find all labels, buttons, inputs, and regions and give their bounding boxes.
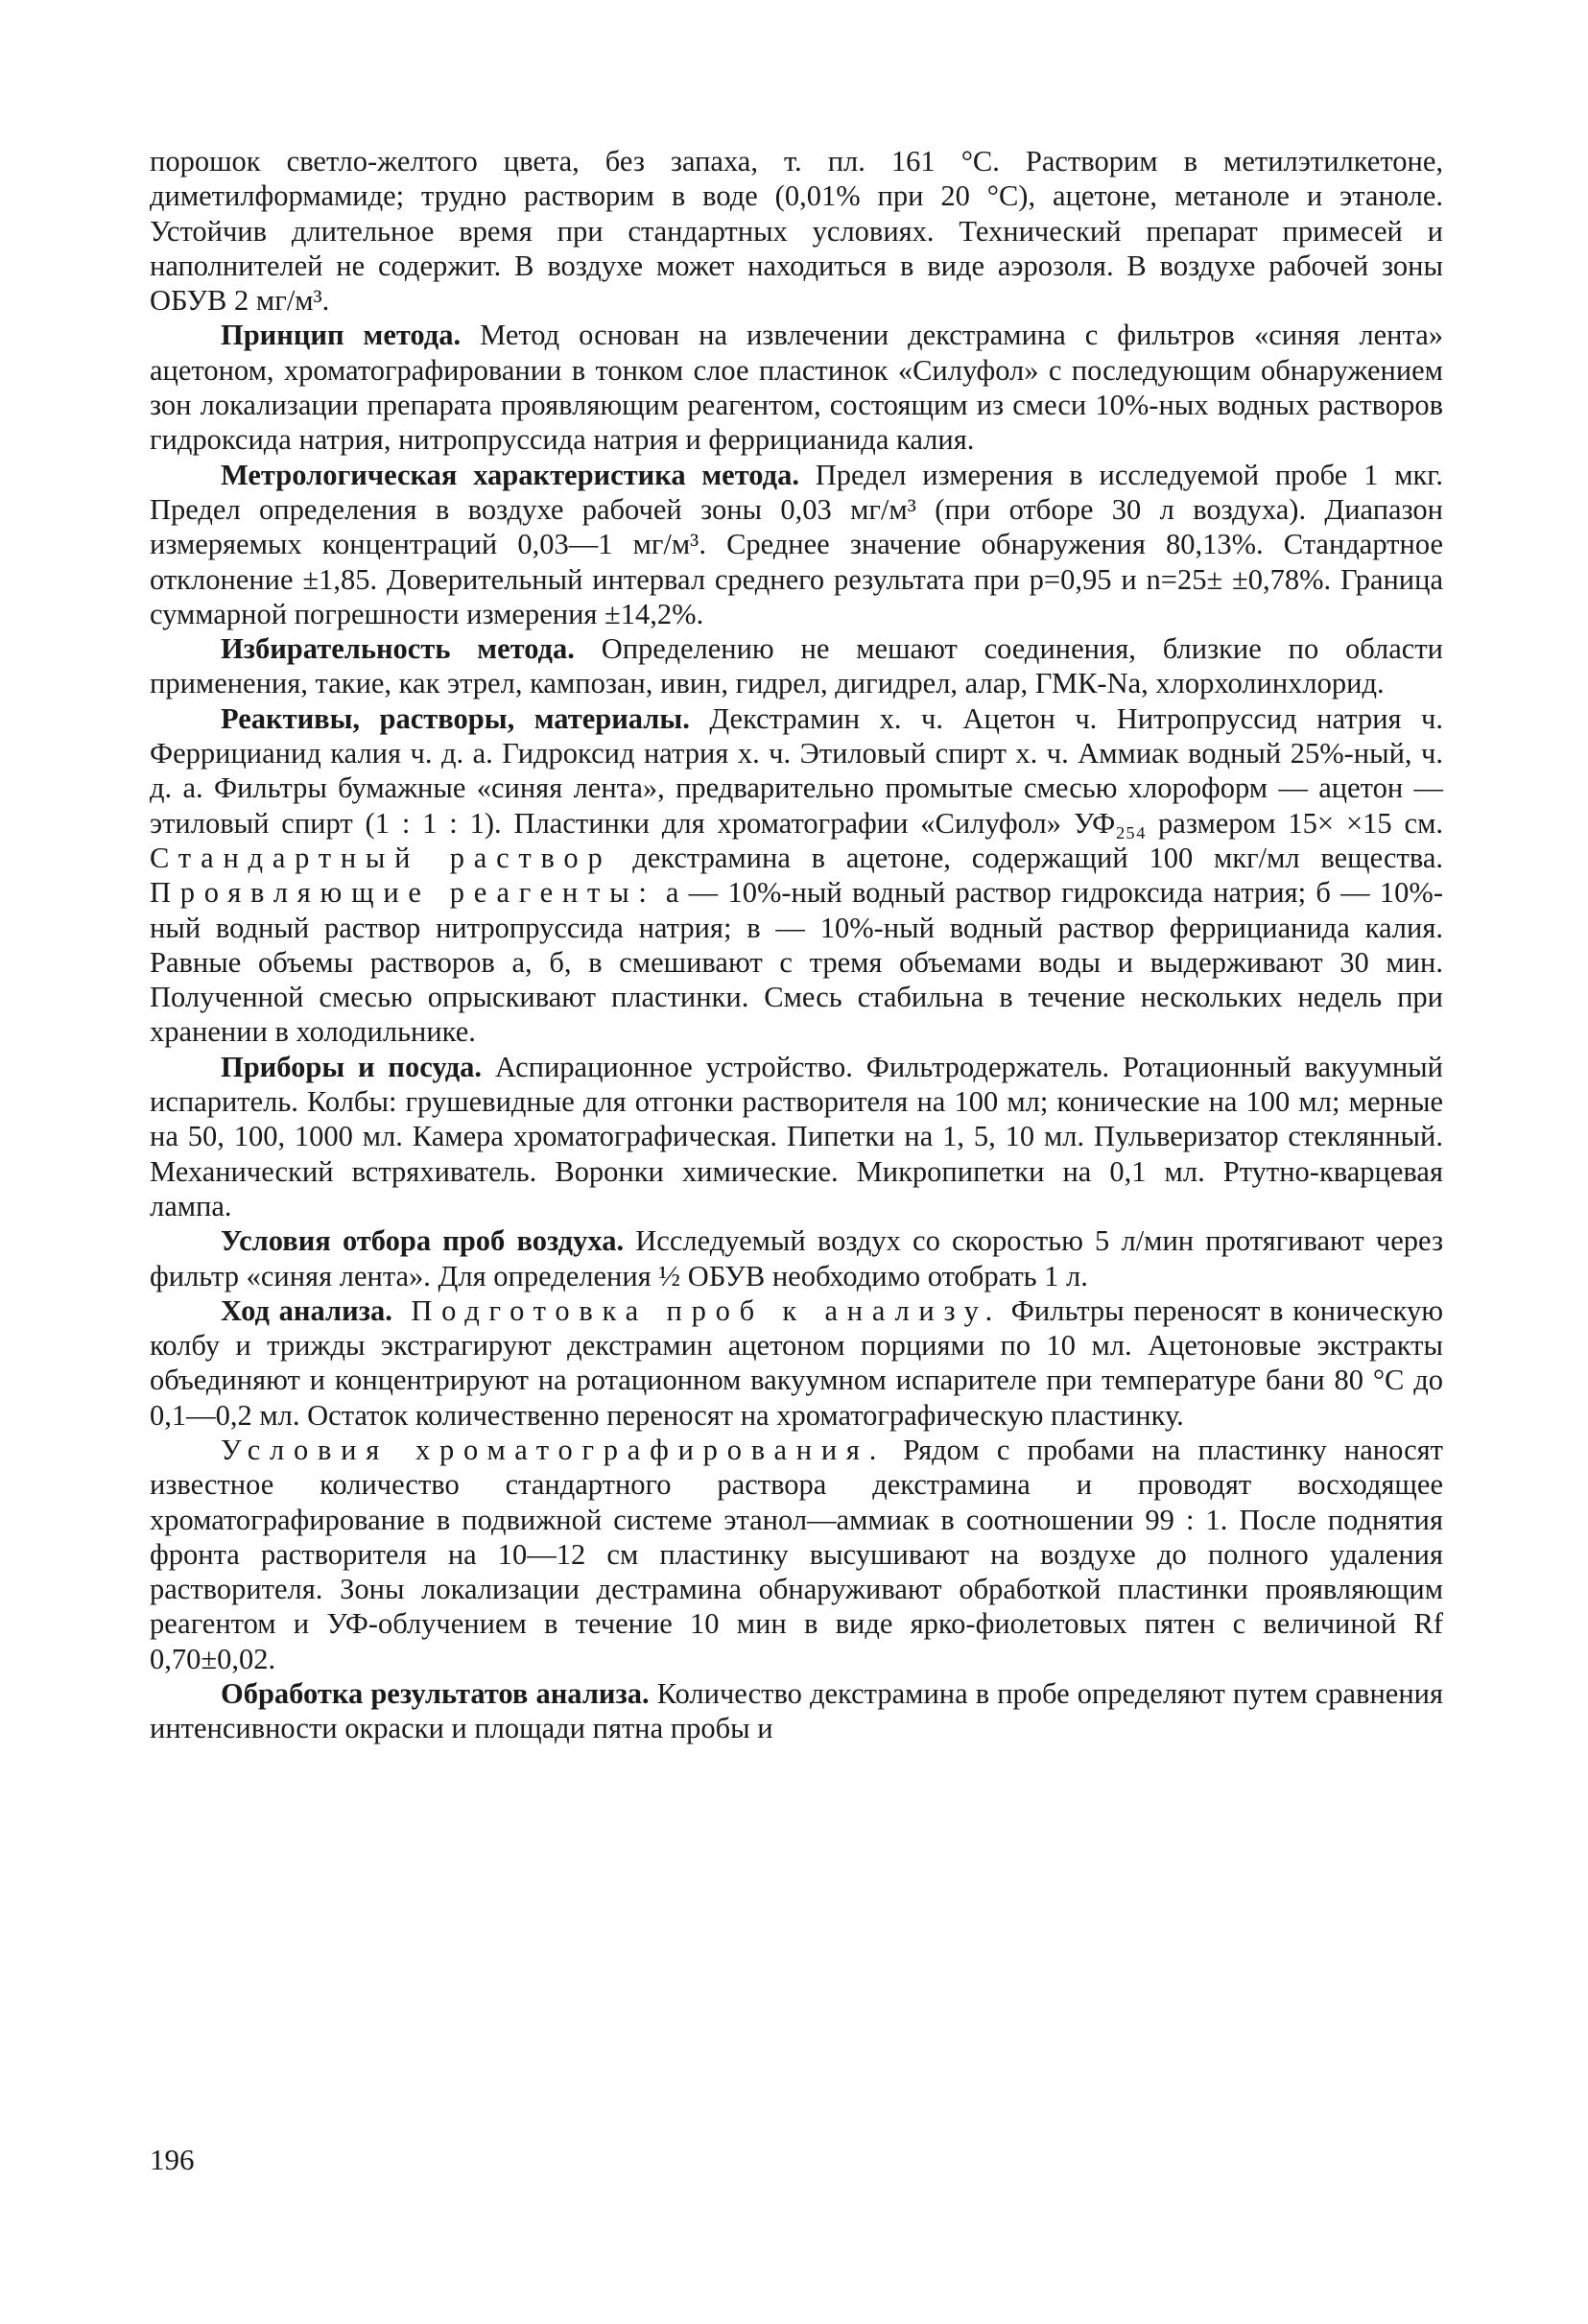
equipment-paragraph: Приборы и посуда. Аспирационное устройство. Фильтродержатель. Ротационный вакуумный испаритель. Колбы: грушевидные для отгонки растворителя на 100 мл; конические на 100 мл; мерные на 50, 100, 1000 мл. Камера хроматографическая. Пипетки на 1, 5, 10 мл. Пульверизатор стеклянный. Механический встряхиватель. Воронки химические. Микропипетки на 0,1 мл. Ртутно-кварцевая лампа. (150, 1050, 1443, 1222)
procedure-paragraph: Ход анализа. Подготовка проб к анализу. Фильтры переносят в коническую колбу и трижды экстрагируют декстрамин ацетоном порциями по 10 мл. Ацетоновые экстракты объединяют и концентрируют на ротационном вакуумном испарителе при температуре бани 80 °С до 0,1—0,2 мл. Остаток количественно переносят на хроматографическую пластинку. (150, 1293, 1443, 1432)
spaced-term: Проявляющие реагенты: (150, 876, 656, 910)
section-heading: Реактивы, растворы, материалы. (221, 701, 690, 735)
section-heading: Обработка результатов анализа. (221, 1677, 650, 1711)
reagents-paragraph: Реактивы, растворы, материалы. Декстрамин х. ч. Ацетон ч. Нитропруссид натрия ч. Феррицианид калия ч. д. а. Гидроксид натрия х. ч. Этиловый спирт х. ч. Аммиак водный 25%-ный, ч. д. а. Фильтры бумажные «синяя лента», предварительно промытые смесью хлороформ — ацетон — этиловый спирт (1 : 1 : 1). Пластинки для хроматографии «Силуфол» УФ₂₅₄ размером 15× ×15 см. Стандартный раствор декстрамина в ацетоне, содержащий 100 мкг/мл вещества. Проявляющие реагенты: а — 10%-ный водный раствор гидроксида натрия; б — 10%-ный водный раствор нитропруссида натрия; в — 10%-ный водный раствор феррицианида калия. Равные объемы растворов а, б, в смешивают с тремя объемами воды и выдерживают 30 мин. Полученной смесью опрыскивают пластинки. Смесь стабильна в течение нескольких недель при хранении в холодильнике. (150, 701, 1444, 1049)
section-heading: Принцип метода. (221, 319, 462, 352)
section-heading: Метрологическая характеристика метода. (221, 458, 799, 491)
principle-paragraph: Принцип метода. Метод основан на извлечении декстрамина с фильтров «синяя лента» ацетоном, хроматографировании в тонком слое пластинок «Силуфол» с последующим обнаружением зон локализации препарата проявляющим реагентом, состоящим из смеси 10%-ных водных растворов гидроксида натрия, нитропруссида натрия и феррицианида калия. (150, 319, 1443, 457)
metrology-paragraph: Метрологическая характеристика метода. Предел измерения в исследуемой пробе 1 мкг. Предел определения в воздухе рабочей зоны 0,03 мг/м³ (при отборе 30 л воздуха). Диапазон измеряемых концентраций 0,03—1 мг/м³. Среднее значение обнаружения 80,13%. Стандартное отклонение ±1,85. Доверительный интервал среднего результата при p=0,95 и n=25± ±0,78%. Граница суммарной погрешности измерения ±14,2%. (150, 458, 1444, 630)
section-heading: Условия отбора проб воздуха. (221, 1224, 625, 1258)
intro-paragraph: порошок светло-желтого цвета, без запаха, т. пл. 161 °С. Растворим в метилэтилкетоне, диметилформамиде; трудно растворим в воде (0,01% при 20 °С), ацетоне, метаноле и этаноле. Устойчив длительное время при стандартных условиях. Технический препарат примесей и наполнителей не содержит. В воздухе может находиться в виде аэрозоля. В воздухе рабочей зоны ОБУВ 2 мг/м³. (150, 145, 1443, 318)
chromatography-paragraph: Условия хроматографирования. Рядом с пробами на пластинку наносят известное количество стандартного раствора декстрамина и проводят восходящее хроматографирование в подвижной системе этанол—аммиак в соотношении 99 : 1. После поднятия фронта растворителя на 10—12 см пластинку высушивают на воздухе до полного удаления растворителя. Зоны локализации дестрамина обнаруживают обработкой пластинки проявляющим реагентом и УФ-облучением в течение 10 мин в виде ярко-фиолетовых пятен с величиной Rf 0,70±0,02. (150, 1433, 1444, 1675)
sampling-paragraph: Условия отбора проб воздуха. Исследуемый воздух со скоростью 5 л/мин протягивают через фильтр «синяя лента». Для определения ½ ОБУВ необходимо отобрать 1 л. (150, 1224, 1443, 1292)
page-number: 196 (150, 2143, 195, 2176)
spaced-term: Стандартный раствор (150, 841, 612, 874)
spaced-term: Подготовка проб к анализу. (391, 1293, 1003, 1327)
section-heading: Ход анализа. (221, 1293, 392, 1327)
selectivity-paragraph: Избирательность метода. Определению не мешают соединения, близкие по области применения, такие, как этрел, кампозан, ивин, гидрел, дигидрел, алар, ГМК-Na, хлорхолинхлорид. (150, 632, 1443, 700)
section-heading: Избирательность метода. (221, 632, 575, 666)
spaced-term: Условия хроматографирования. (221, 1433, 887, 1466)
results-paragraph: Обработка результатов анализа. Количество декстрамина в пробе определяют путем сравнения интенсивности окраски и площади пятна пробы и (150, 1677, 1443, 1745)
section-heading: Приборы и посуда. (221, 1050, 482, 1083)
page-body (150, 144, 1443, 1746)
